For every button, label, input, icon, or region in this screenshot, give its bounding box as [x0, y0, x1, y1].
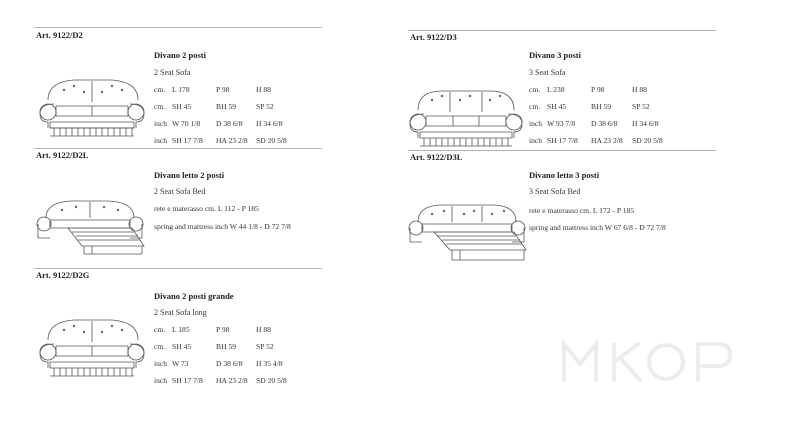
spec-value: BH 59 — [216, 102, 237, 111]
article-code: Art. 9122/D2G — [36, 270, 90, 280]
spec-line: spring and mattress inch W 67 6/8 - D 72 7/8 — [529, 223, 666, 232]
spec-value: SP 52 — [256, 342, 274, 351]
article-code: Art. 9122/D2L — [36, 150, 89, 160]
spec-value: D 38 6/8 — [216, 359, 243, 368]
article-code: Art. 9122/D2 — [36, 30, 83, 40]
spec-value: SD 20 5/8 — [632, 136, 663, 145]
spec-value: SH 45 — [172, 102, 192, 111]
product-subtitle: 2 Seat Sofa — [154, 68, 191, 77]
product-subtitle: 3 Seat Sofa — [529, 68, 566, 77]
article-code: Art. 9122/D3 — [410, 32, 457, 42]
spec-unit: cm. — [529, 85, 541, 94]
spec-unit: inch — [529, 119, 543, 128]
divider-left-1 — [34, 148, 322, 149]
spec-value: SP 52 — [632, 102, 650, 111]
three-seat-sofa-icon — [404, 82, 528, 152]
spec-value: H 88 — [256, 85, 271, 94]
product-subtitle: 2 Seat Sofa long — [154, 308, 207, 317]
spec-line: rete e materasso cm. L 112 - P 185 — [154, 204, 259, 213]
spec-value: SH 45 — [547, 102, 567, 111]
spec-value: HA 23 2/8 — [591, 136, 623, 145]
product-title: Divano 2 posti — [154, 50, 206, 60]
spec-value: P 98 — [216, 325, 230, 334]
spec-unit: cm. — [529, 102, 541, 111]
divider-left-2 — [34, 268, 322, 269]
spec-unit: inch — [154, 119, 168, 128]
divider-top-left — [34, 27, 322, 28]
product-subtitle: 3 Seat Sofa Bed — [529, 187, 581, 196]
product-title: Divano letto 2 posti — [154, 170, 225, 180]
spec-value: SH 17 7/8 — [547, 136, 578, 145]
spec-value: BH 59 — [216, 342, 237, 351]
spec-unit: inch — [154, 376, 168, 385]
product-subtitle: 2 Seat Sofa Bed — [154, 187, 206, 196]
spec-value: L 238 — [547, 85, 565, 94]
spec-value: SD 20 5/8 — [256, 136, 287, 145]
spec-value: HA 23 2/8 — [216, 376, 248, 385]
two-seat-long-sofa-icon — [34, 310, 150, 382]
spec-value: SP 52 — [256, 102, 274, 111]
spec-value: SH 45 — [172, 342, 192, 351]
spec-value: SD 20 5/8 — [256, 376, 287, 385]
spec-value: SH 17 7/8 — [172, 376, 203, 385]
spec-unit: cm. — [154, 342, 166, 351]
spec-value: H 88 — [256, 325, 271, 334]
spec-value: W 93 7/8 — [547, 119, 576, 128]
spec-value: L 185 — [172, 325, 190, 334]
spec-unit: cm. — [154, 85, 166, 94]
spec-value: D 38 6/8 — [216, 119, 243, 128]
spec-unit: cm. — [154, 102, 166, 111]
spec-value: W 73 — [172, 359, 189, 368]
product-title: Divano 3 posti — [529, 50, 581, 60]
article-code: Art. 9122/D3L — [410, 152, 463, 162]
brand-watermark-icon — [558, 336, 738, 391]
two-seat-sofa-icon — [34, 70, 150, 142]
spec-unit: inch — [529, 136, 543, 145]
spec-line: rete e materasso cm. L 172 - P 185 — [529, 206, 635, 215]
product-title: Divano 2 posti grande — [154, 291, 234, 301]
spec-value: SH 17 7/8 — [172, 136, 203, 145]
spec-value: P 98 — [216, 85, 230, 94]
spec-unit: cm. — [154, 325, 166, 334]
spec-line: spring and mattress inch W 44 1/8 - D 72 7/8 — [154, 222, 291, 231]
spec-value: BH 59 — [591, 102, 612, 111]
spec-value: H 35 4/8 — [256, 359, 283, 368]
spec-value: D 38 6/8 — [591, 119, 618, 128]
spec-value: HA 23 2/8 — [216, 136, 248, 145]
product-title: Divano letto 3 posti — [529, 170, 600, 180]
spec-value: L 178 — [172, 85, 190, 94]
spec-unit: inch — [154, 359, 168, 368]
two-seat-sofa-bed-icon — [32, 194, 148, 260]
spec-value: P 98 — [591, 85, 605, 94]
spec-value: H 34 6/8 — [256, 119, 283, 128]
three-seat-sofa-bed-icon — [404, 200, 530, 266]
spec-value: H 88 — [632, 85, 647, 94]
divider-top-right — [408, 30, 716, 31]
spec-value: H 34 6/8 — [632, 119, 659, 128]
spec-value: W 70 1/8 — [172, 119, 201, 128]
spec-unit: inch — [154, 136, 168, 145]
